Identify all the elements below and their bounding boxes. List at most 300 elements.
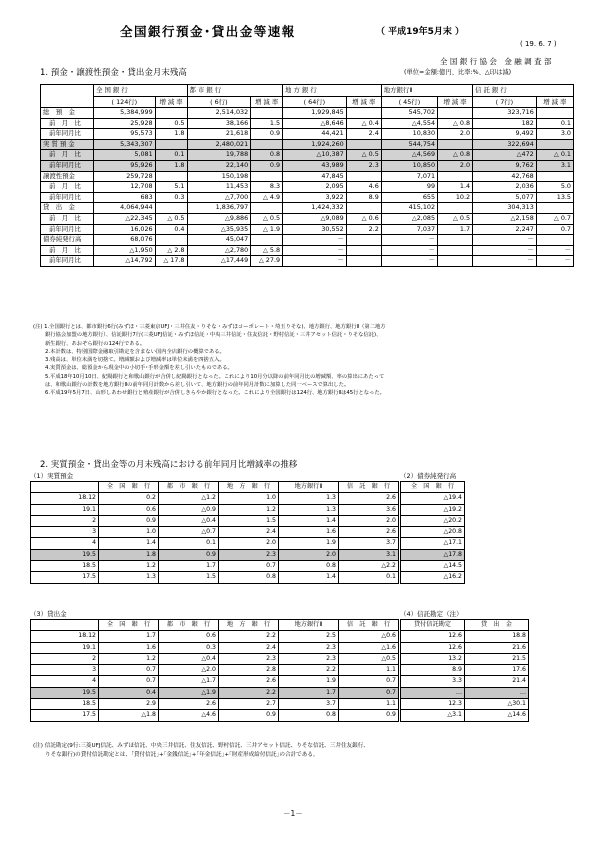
growth-value: 12.6 [401, 631, 465, 642]
value-cell: △8,646 [283, 118, 347, 129]
value-cell: 1.8 [155, 129, 187, 140]
table-row [31, 653, 399, 664]
period-label: 2 [31, 515, 99, 526]
table-row [31, 493, 399, 504]
row-label: 債券純発行高 [41, 235, 94, 246]
value-cell [438, 108, 473, 119]
value-cell: △ 1.9 [251, 224, 283, 235]
growth-value: 0.2 [99, 493, 159, 504]
group-count: ( 124行) [94, 96, 156, 108]
column-header: 地方銀行Ⅱ [279, 620, 339, 631]
value-cell: 10,850 [381, 160, 437, 171]
table-header-row [401, 482, 465, 493]
growth-value: 2.3 [279, 653, 339, 664]
growth-value: 21.6 [465, 642, 529, 653]
value-cell: 13.5 [536, 192, 573, 203]
growth-value: 2.2 [219, 631, 279, 642]
value-cell: △ 0.4 [346, 118, 381, 129]
row-label: 総 預 金 [41, 108, 94, 119]
value-cell [536, 108, 573, 119]
growth-value: 0.7 [339, 687, 399, 698]
value-cell: 42,768 [473, 171, 537, 182]
period-label: 18.12 [31, 631, 99, 642]
table-row [41, 139, 574, 150]
value-cell [438, 139, 473, 150]
growth-value: 2.4 [219, 527, 279, 538]
growth-value: 1.6 [279, 527, 339, 538]
growth-value: 0.6 [99, 504, 159, 515]
table-row [41, 192, 574, 203]
growth-value: 2.3 [219, 549, 279, 560]
growth-value: 3.6 [339, 504, 399, 515]
value-cell: 0.5 [155, 118, 187, 129]
growth-value: 0.9 [219, 710, 279, 721]
growth-value: 0.7 [99, 676, 159, 687]
table-row [41, 108, 574, 119]
value-cell: 0.1 [155, 150, 187, 161]
growth-value: 0.8 [219, 572, 279, 583]
value-cell [438, 235, 473, 246]
table-row [41, 171, 574, 182]
group-name: 地 方 銀 行 [283, 85, 382, 97]
growth-value: 2.9 [99, 699, 159, 710]
growth-value: 2.6 [339, 493, 399, 504]
growth-value: 2.7 [219, 699, 279, 710]
table-row [401, 515, 465, 526]
period-label: 19.5 [31, 687, 99, 698]
period-label: 18.5 [31, 561, 99, 572]
change-rate-header: 増 減 率 [251, 96, 283, 108]
column-header: 全 国 銀 行 [99, 620, 159, 631]
growth-value: △1.9 [159, 687, 219, 698]
table-row [31, 710, 399, 721]
caption-trust-account: （4）信託勘定（注） [400, 610, 463, 618]
table-row [401, 631, 529, 642]
value-cell: 5,384,999 [94, 108, 156, 119]
growth-value: 0.6 [159, 631, 219, 642]
value-cell: 4.6 [346, 182, 381, 193]
group-name: 地方銀行Ⅱ [381, 85, 472, 97]
growth-value: 21.4 [465, 676, 529, 687]
value-cell [536, 171, 573, 182]
growth-value: 2.8 [219, 665, 279, 676]
group-count: ( 7行) [473, 96, 537, 108]
growth-value: 2.6 [339, 527, 399, 538]
growth-value: 1.2 [99, 561, 159, 572]
growth-value: △0.5 [339, 653, 399, 664]
change-rate-header: 増 減 率 [438, 96, 473, 108]
table-row [41, 256, 574, 267]
growth-value: 17.6 [465, 665, 529, 676]
value-cell: － [381, 235, 437, 246]
table-row [401, 699, 529, 710]
value-cell: 2.2 [346, 224, 381, 235]
unit-note: (単位=金額:億円、比率:%、△印は減) [404, 69, 512, 76]
growth-value: 2.0 [219, 538, 279, 549]
table-row [401, 527, 465, 538]
value-cell: 0.4 [155, 224, 187, 235]
header-corner [31, 620, 99, 631]
growth-value: 0.4 [99, 687, 159, 698]
growth-value: 1.9 [279, 676, 339, 687]
value-cell: △ 0.5 [346, 150, 381, 161]
table-row [31, 665, 399, 676]
growth-value: 13.2 [401, 653, 465, 664]
column-header: 都 市 銀 行 [159, 620, 219, 631]
value-cell [155, 139, 187, 150]
value-cell: 1.5 [251, 118, 283, 129]
value-cell: 5,077 [473, 192, 537, 203]
value-cell: △17,449 [187, 256, 251, 267]
group-count: ( 45行) [381, 96, 437, 108]
value-cell: － [381, 245, 437, 256]
value-cell: △9,886 [187, 213, 251, 224]
growth-value: 3.3 [401, 676, 465, 687]
growth-value: 1.0 [99, 527, 159, 538]
table-header-row [401, 620, 529, 631]
report-period: （ 平成19年5月末 ） [376, 27, 465, 37]
table-row [401, 665, 529, 676]
table-row [41, 203, 574, 214]
value-cell: 5.1 [155, 182, 187, 193]
value-cell: △9,089 [283, 213, 347, 224]
row-label: 前 月 比 [41, 245, 94, 256]
growth-value: 2.6 [159, 699, 219, 710]
note-line: 2.本計数は、特別国際金融取引勘定を含まない国内全店銀行の概算である。 [45, 348, 225, 355]
row-label: 前年同月比 [41, 224, 94, 235]
growth-value: 1.6 [99, 642, 159, 653]
value-cell [251, 108, 283, 119]
table-row [41, 129, 574, 140]
period-label: 2 [31, 653, 99, 664]
column-header: 貸付信託勘定 [401, 620, 465, 631]
growth-value: 1.7 [159, 561, 219, 572]
growth-value: △0.9 [159, 504, 219, 515]
table-row [401, 572, 465, 583]
row-label: 実 質 預 金 [41, 139, 94, 150]
column-header: 貸 出 金 [465, 620, 529, 631]
value-cell: 1.8 [155, 160, 187, 171]
growth-value: 1.4 [99, 538, 159, 549]
table-row [401, 561, 465, 572]
period-label: 3 [31, 665, 99, 676]
value-cell: 5,081 [94, 150, 156, 161]
growth-value: 1.9 [279, 538, 339, 549]
group-name: 全 国 銀 行 [94, 85, 187, 97]
value-cell: 2.0 [438, 129, 473, 140]
value-cell: △ 0.5 [155, 213, 187, 224]
value-cell: 4,064,944 [94, 203, 156, 214]
value-cell [346, 245, 381, 256]
value-cell [536, 203, 573, 214]
growth-value: 1.7 [99, 631, 159, 642]
change-rate-header: 増 減 率 [346, 96, 381, 108]
growth-value: 1.2 [219, 504, 279, 515]
value-cell [346, 256, 381, 267]
value-cell: 1,836,797 [187, 203, 251, 214]
column-header: 地方銀行Ⅱ [279, 482, 339, 493]
value-cell [438, 171, 473, 182]
value-cell [251, 139, 283, 150]
value-cell: 44,421 [283, 129, 347, 140]
header-corner [31, 482, 99, 493]
table-row [401, 538, 465, 549]
value-cell [155, 108, 187, 119]
change-rate-header: 増 減 率 [155, 96, 187, 108]
row-label: 前 月 比 [41, 182, 94, 193]
value-cell: － [283, 245, 347, 256]
value-cell: 1,424,332 [283, 203, 347, 214]
value-cell: 2,095 [283, 182, 347, 193]
real-deposits-growth-table [30, 481, 399, 584]
value-cell [536, 139, 573, 150]
value-cell: － [473, 245, 537, 256]
table-row [41, 150, 574, 161]
balance-table [40, 84, 574, 267]
growth-value: … [401, 687, 465, 698]
value-cell: △2,085 [381, 213, 437, 224]
growth-value: △0.6 [339, 631, 399, 642]
table-header-row [41, 85, 574, 97]
value-cell: 544,754 [381, 139, 437, 150]
row-label: 前 月 比 [41, 150, 94, 161]
growth-value: △2.2 [339, 561, 399, 572]
column-header: 都 市 銀 行 [159, 482, 219, 493]
table-header-row [31, 620, 399, 631]
table-row [401, 642, 529, 653]
growth-value: 1.2 [99, 653, 159, 664]
growth-value: 0.9 [159, 549, 219, 560]
growth-value: △0.7 [159, 527, 219, 538]
growth-value: 0.7 [99, 665, 159, 676]
period-label: 18.12 [31, 493, 99, 504]
growth-value: 0.3 [159, 642, 219, 653]
group-name: 信 託 銀 行 [473, 85, 574, 97]
value-cell [346, 139, 381, 150]
column-header: 全 国 銀 行 [99, 482, 159, 493]
growth-value: 21.5 [465, 653, 529, 664]
value-cell: 25,928 [94, 118, 156, 129]
period-label: 18.5 [31, 699, 99, 710]
bond-issuance-growth-table [400, 481, 465, 584]
row-label: 前年同月比 [41, 129, 94, 140]
period-label: 17.5 [31, 572, 99, 583]
table-row [41, 182, 574, 193]
value-cell: － [536, 256, 573, 267]
value-cell: △ 27.9 [251, 256, 283, 267]
row-label: 前年同月比 [41, 192, 94, 203]
value-cell: 10,830 [381, 129, 437, 140]
value-cell [155, 235, 187, 246]
growth-value: △19.2 [401, 504, 465, 515]
value-cell [251, 235, 283, 246]
growth-value: 1.0 [219, 493, 279, 504]
growth-value: 0.1 [339, 572, 399, 583]
table-row [41, 160, 574, 171]
value-cell: 2.0 [438, 160, 473, 171]
note-line: (注) 信託勘定(9行:三菱UFJ信託、みずほ信託、中央三井信託、住友信託、野村信託、三井アセット信託、りそな信託、三井住友銀行、 [33, 743, 369, 749]
value-cell: 38,166 [187, 118, 251, 129]
table-row [401, 687, 529, 698]
value-cell: 2.4 [346, 129, 381, 140]
value-cell: 16,026 [94, 224, 156, 235]
value-cell: △2,158 [473, 213, 537, 224]
growth-value: 1.4 [279, 515, 339, 526]
growth-value: 18.8 [465, 631, 529, 642]
table-row [31, 561, 399, 572]
value-cell: 99 [381, 182, 437, 193]
trust-account-growth-table [400, 619, 529, 722]
value-cell: 45,047 [187, 235, 251, 246]
value-cell: 2,480,021 [187, 139, 251, 150]
value-cell: 0.1 [536, 118, 573, 129]
value-cell: 8.3 [251, 182, 283, 193]
value-cell: 1,924,260 [283, 139, 347, 150]
table-row [41, 245, 574, 256]
value-cell: △7,700 [187, 192, 251, 203]
value-cell: 5.0 [536, 182, 573, 193]
value-cell: 655 [381, 192, 437, 203]
growth-value: △20.2 [401, 515, 465, 526]
table-subheader-row [41, 96, 574, 108]
growth-value: △0.4 [159, 653, 219, 664]
growth-value: 0.7 [219, 561, 279, 572]
growth-value: 1.3 [279, 504, 339, 515]
growth-value: △30.1 [465, 699, 529, 710]
loans-growth-table [30, 619, 399, 722]
table-row [31, 549, 399, 560]
value-cell: 3.0 [536, 129, 573, 140]
value-cell: △10,387 [283, 150, 347, 161]
value-cell: 323,716 [473, 108, 537, 119]
table-row [41, 224, 574, 235]
value-cell [346, 203, 381, 214]
notes-section2 [33, 742, 578, 760]
growth-value: △0.4 [159, 515, 219, 526]
value-cell: 0.3 [155, 192, 187, 203]
value-cell: － [473, 256, 537, 267]
value-cell: 1.4 [438, 182, 473, 193]
row-label: 前年同月比 [41, 256, 94, 267]
period-label: 19.1 [31, 642, 99, 653]
growth-value: △1.7 [159, 676, 219, 687]
growth-value: 1.3 [99, 572, 159, 583]
row-label: 前年同月比 [41, 160, 94, 171]
table-row [401, 653, 529, 664]
caption-real-deposits: （1）実質預金 [30, 472, 74, 480]
period-label: 19.5 [31, 549, 99, 560]
section2-title: 2. 実質預金・貸出金等の月末残高における前年同月比増減率の推移 [40, 460, 298, 470]
report-date: ( 19. 6. 7 ) [520, 40, 557, 48]
growth-value: 2.2 [279, 665, 339, 676]
value-cell [251, 171, 283, 182]
growth-value: 1.1 [339, 665, 399, 676]
value-cell: － [283, 256, 347, 267]
value-cell: △ 2.8 [155, 245, 187, 256]
growth-value: △4.6 [159, 710, 219, 721]
value-cell [346, 171, 381, 182]
value-cell: 5,343,307 [94, 139, 156, 150]
growth-value: 1.4 [279, 572, 339, 583]
growth-value: 3.7 [279, 699, 339, 710]
table-row [31, 642, 399, 653]
growth-value: 3.1 [339, 549, 399, 560]
row-label: 譲渡性預金 [41, 171, 94, 182]
value-cell: 2,036 [473, 182, 537, 193]
table-row [31, 527, 399, 538]
column-header: 地 方 銀 行 [219, 482, 279, 493]
growth-value: △1.6 [339, 642, 399, 653]
growth-value: △17.1 [401, 538, 465, 549]
table-row [31, 676, 399, 687]
growth-value: 1.8 [99, 549, 159, 560]
growth-value: 2.5 [279, 631, 339, 642]
value-cell: 322,694 [473, 139, 537, 150]
value-cell: 11,453 [187, 182, 251, 193]
column-header: 全 国 銀 行 [401, 482, 465, 493]
growth-value: 2.3 [219, 653, 279, 664]
column-header: 地 方 銀 行 [219, 620, 279, 631]
value-cell: 545,702 [381, 108, 437, 119]
value-cell: △1,950 [94, 245, 156, 256]
column-header: 信 託 銀 行 [339, 482, 399, 493]
document-title: 全国銀行預金･貸出金等速報 [120, 24, 296, 39]
value-cell: 9,762 [473, 160, 537, 171]
value-cell: 182 [473, 118, 537, 129]
value-cell: 304,313 [473, 203, 537, 214]
table-row [31, 504, 399, 515]
value-cell [438, 245, 473, 256]
value-cell: 7,071 [381, 171, 437, 182]
growth-value: △1.8 [99, 710, 159, 721]
growth-value: △3.1 [401, 710, 465, 721]
value-cell: 1,929,845 [283, 108, 347, 119]
value-cell: △35,935 [187, 224, 251, 235]
row-label: 前 月 比 [41, 118, 94, 129]
row-label: 貸 出 金 [41, 203, 94, 214]
caption-loans: （3）貸出金 [30, 610, 67, 618]
growth-value: 0.7 [339, 676, 399, 687]
value-cell: △472 [473, 150, 537, 161]
value-cell: △ 0.1 [536, 150, 573, 161]
value-cell: △ 0.7 [536, 213, 573, 224]
table-row [401, 676, 529, 687]
value-cell: △2,780 [187, 245, 251, 256]
growth-value: △16.2 [401, 572, 465, 583]
table-row [31, 572, 399, 583]
value-cell: 22,140 [187, 160, 251, 171]
growth-value: △14.5 [401, 561, 465, 572]
growth-value: 0.9 [99, 515, 159, 526]
growth-value: 2.6 [219, 676, 279, 687]
value-cell: △ 0.5 [438, 213, 473, 224]
growth-value: 0.9 [339, 710, 399, 721]
value-cell: △14,792 [94, 256, 156, 267]
table-row [401, 710, 529, 721]
growth-value: 2.0 [339, 515, 399, 526]
value-cell: 3,922 [283, 192, 347, 203]
caption-bond-issuance: （2）債券純発行高 [400, 472, 457, 480]
note-line: りそな銀行)の貸付信託勘定とは、｢貸付信託｣+｢金銭信託｣+｢年金信託｣+｢財産形成給付信託｣の合計である。 [45, 752, 319, 758]
growth-value: 0.8 [279, 710, 339, 721]
value-cell: 9,492 [473, 129, 537, 140]
table-row [401, 504, 465, 515]
growth-value: 1.5 [159, 572, 219, 583]
growth-value: 1.5 [219, 515, 279, 526]
value-cell: 21,618 [187, 129, 251, 140]
value-cell: 2,247 [473, 224, 537, 235]
growth-value: △20.8 [401, 527, 465, 538]
